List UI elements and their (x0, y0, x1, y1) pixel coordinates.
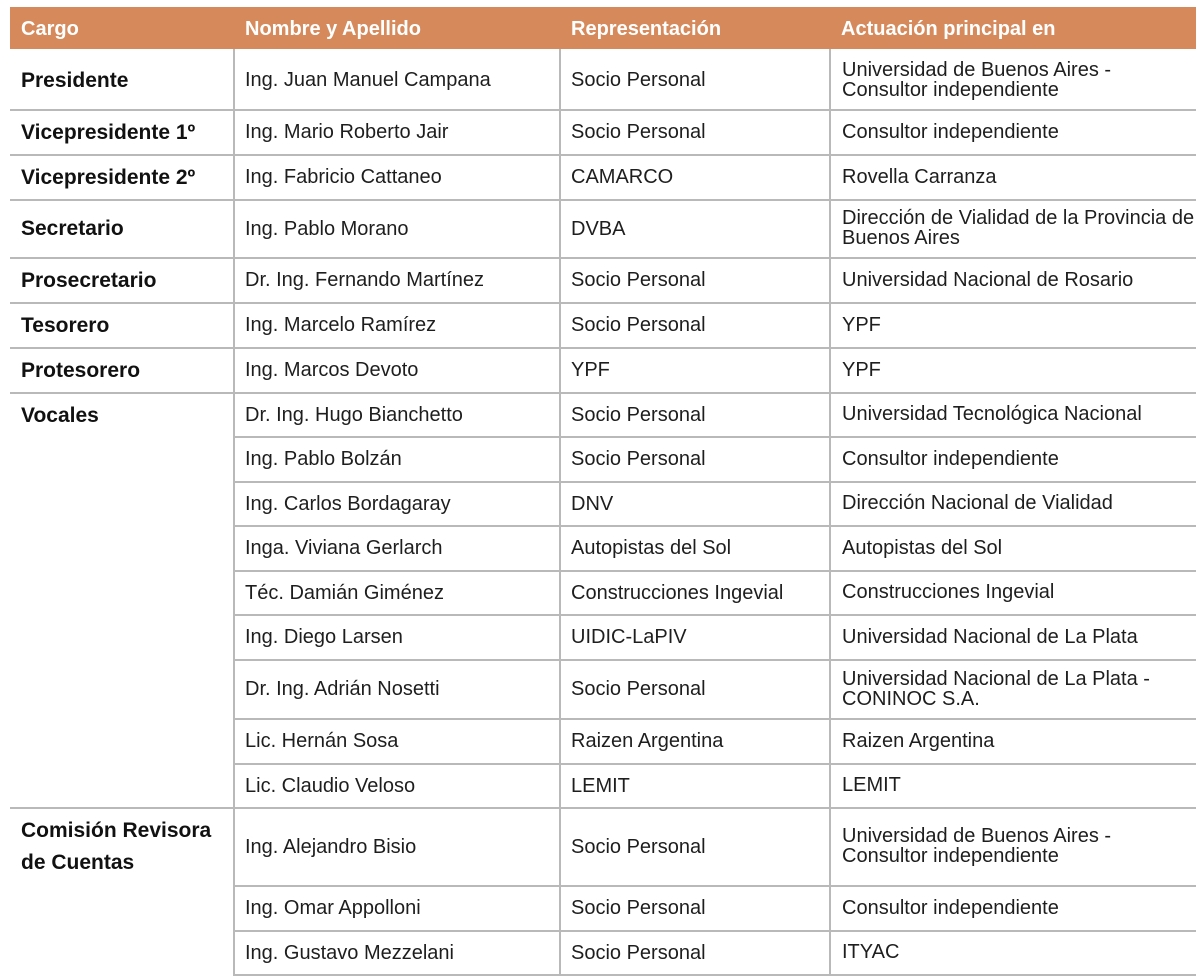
cell-nombre: Dr. Ing. Adrián Nosetti (245, 678, 440, 700)
cell-actuacion: Universidad Nacional de La Plata - CONINOC S.A. (842, 667, 1150, 710)
cell-cargo: Presidente (21, 68, 129, 92)
cell-cargo: Secretario (21, 217, 124, 241)
cell-representacion: Socio Personal (571, 678, 706, 700)
cell-cargo: Vicepresidente 1º (21, 120, 196, 144)
cell-actuacion: Consultor independiente (842, 896, 1059, 919)
cell-representacion: UIDIC-LaPIV (571, 626, 687, 648)
header-representacion: Representación (571, 18, 722, 40)
cell-nombre: Téc. Damián Giménez (245, 581, 444, 604)
cell-representacion: DVBA (571, 217, 626, 240)
cell-actuacion: LEMIT (842, 774, 901, 797)
cell-cargo: Tesorero (21, 313, 110, 337)
cell-nombre: Dr. Ing. Fernando Martínez (245, 269, 485, 291)
cell-representacion: Socio Personal (571, 269, 706, 291)
cell-nombre: Ing. Fabricio Cattaneo (245, 166, 442, 188)
cell-representacion: Socio Personal (571, 403, 706, 426)
cell-cargo: Vocales (21, 404, 99, 428)
cell-representacion: Socio Personal (571, 835, 706, 858)
cell-cargo: Vicepresidente 2º (21, 165, 196, 189)
cell-actuacion: Construcciones Ingevial (842, 581, 1055, 604)
header-actuacion: Actuación principal en (841, 18, 1056, 40)
cell-nombre: Ing. Juan Manuel Campana (245, 69, 491, 91)
cell-actuacion: Universidad Tecnológica Nacional (842, 403, 1142, 426)
cell-actuacion: Dirección de Vialidad de la Provincia de Buenos Aires (842, 207, 1195, 249)
cell-actuacion: YPF (842, 313, 881, 336)
cell-representacion: Socio Personal (571, 314, 706, 336)
header-cargo: Cargo (21, 18, 79, 40)
cell-actuacion: Universidad Nacional de Rosario (842, 268, 1134, 291)
cell-nombre: Ing. Diego Larsen (245, 626, 403, 648)
cell-actuacion: ITYAC (842, 941, 900, 964)
cell-nombre: Lic. Hernán Sosa (245, 730, 399, 752)
cell-representacion: Raizen Argentina (571, 730, 724, 752)
cell-cargo: Comisión Revisora de Cuentas (21, 819, 212, 874)
cell-actuacion: Universidad Nacional de La Plata (842, 625, 1138, 648)
cell-representacion: LEMIT (571, 774, 630, 797)
cell-representacion: Construcciones Ingevial (571, 581, 784, 604)
cell-actuacion: Dirección Nacional de Vialidad (842, 492, 1113, 515)
cell-nombre: Inga. Viviana Gerlarch (245, 537, 443, 559)
cell-cargo: Prosecretario (21, 268, 157, 292)
cell-representacion: CAMARCO (571, 166, 674, 188)
header-nombre: Nombre y Apellido (245, 18, 421, 40)
row-divider (235, 974, 1196, 976)
cell-actuacion: Universidad de Buenos Aires - Consultor independiente (842, 825, 1112, 867)
cell-nombre: Ing. Alejandro Bisio (245, 835, 417, 858)
cell-nombre: Ing. Pablo Bolzán (245, 448, 402, 470)
cell-actuacion: Raizen Argentina (842, 729, 995, 752)
cell-nombre: Ing. Mario Roberto Jair (245, 121, 449, 143)
cell-representacion: Socio Personal (571, 448, 706, 470)
cell-nombre: Ing. Gustavo Mezzelani (245, 941, 454, 964)
cell-representacion: DNV (571, 492, 614, 515)
cell-actuacion: YPF (842, 358, 881, 381)
cell-representacion: Socio Personal (571, 897, 706, 919)
cell-representacion: Autopistas del Sol (571, 537, 732, 559)
column-divider (829, 49, 831, 976)
column-divider (233, 49, 235, 976)
cell-actuacion: Rovella Carranza (842, 165, 997, 188)
cell-nombre: Ing. Marcelo Ramírez (245, 314, 437, 336)
cell-nombre: Lic. Claudio Veloso (245, 774, 416, 797)
cell-representacion: Socio Personal (571, 941, 706, 964)
cell-nombre: Ing. Marcos Devoto (245, 359, 419, 381)
cell-representacion: YPF (571, 359, 610, 381)
cell-cargo: Protesorero (21, 358, 141, 382)
column-divider (559, 49, 561, 976)
cell-actuacion: Universidad de Buenos Aires - Consultor independiente (842, 58, 1112, 101)
cell-nombre: Ing. Carlos Bordagaray (245, 492, 451, 515)
cell-nombre: Dr. Ing. Hugo Bianchetto (245, 403, 463, 426)
cell-nombre: Ing. Omar Appolloni (245, 897, 421, 919)
table-header (10, 7, 1196, 49)
cell-nombre: Ing. Pablo Morano (245, 217, 409, 240)
cell-actuacion: Autopistas del Sol (842, 536, 1003, 559)
cell-representacion: Socio Personal (571, 121, 706, 143)
cell-representacion: Socio Personal (571, 69, 706, 91)
cell-actuacion: Consultor independiente (842, 120, 1059, 143)
cell-actuacion: Consultor independiente (842, 447, 1059, 470)
